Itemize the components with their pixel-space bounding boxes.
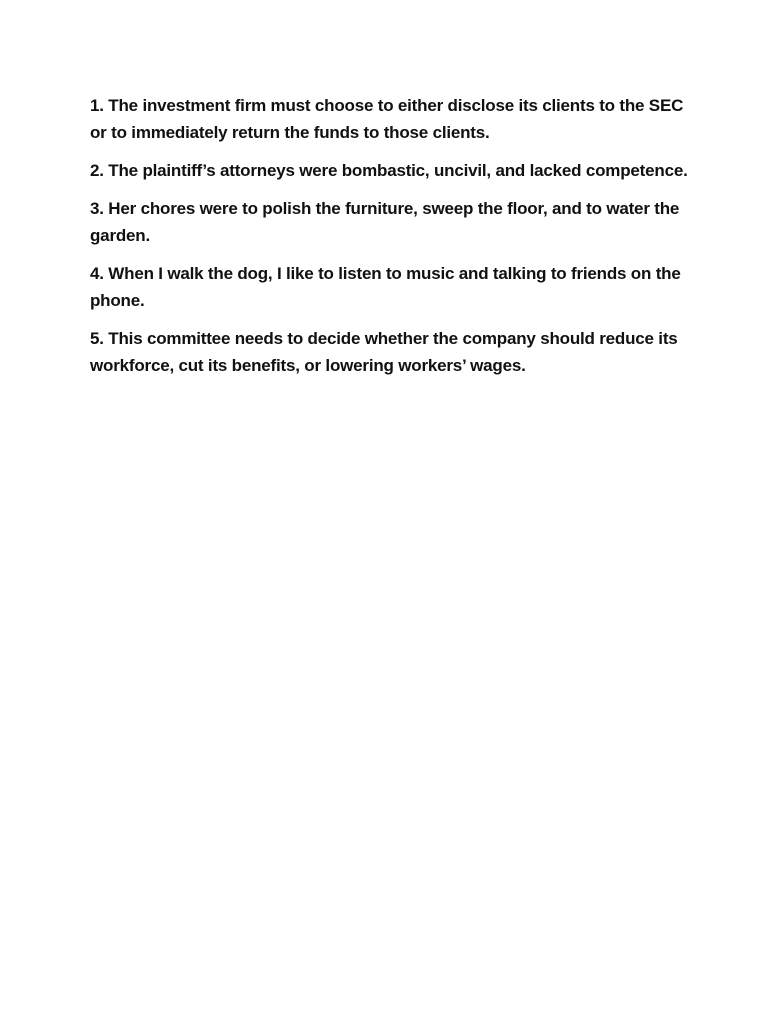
sentence-list (90, 92, 688, 390)
sentence-item-2: 2. The plaintiff’s attorneys were bombastic, uncivil, and lacked competence. (90, 161, 688, 180)
sentence-item-1: 1. The investment firm must choose to either disclose its clients to the SEC or to immediately return the funds to those clients. (90, 96, 684, 142)
sentence-item-4: 4. When I walk the dog, I like to listen to music and talking to friends on the phone. (90, 264, 681, 310)
sentence-item-5: 5. This committee needs to decide whether the company should reduce its workforce, cut its benefits, or lowering workers’ wages. (90, 329, 678, 375)
sentence-item-3: 3. Her chores were to polish the furniture, sweep the floor, and to water the garden. (90, 199, 680, 245)
